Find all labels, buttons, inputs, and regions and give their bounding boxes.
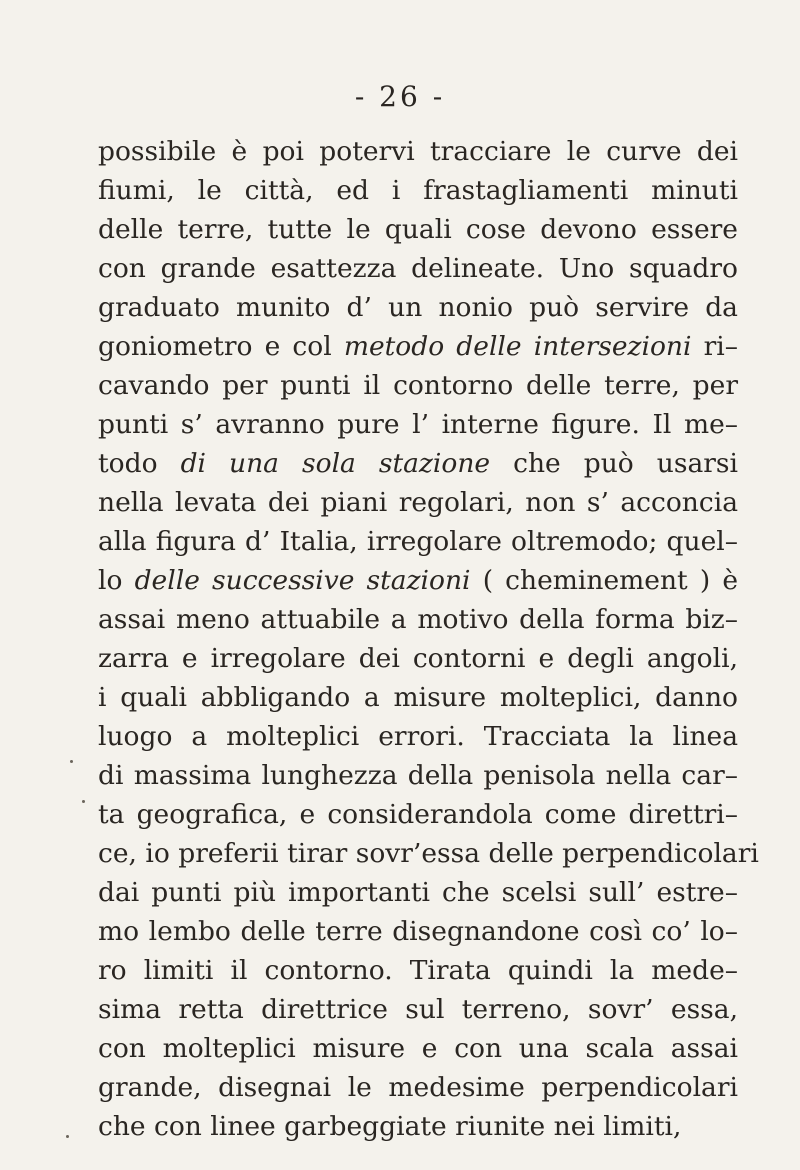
text-line	[98, 600, 738, 639]
text-line	[98, 990, 738, 1029]
text-run: con molteplici misure e con una scala assai	[98, 1033, 738, 1064]
text-run: assai meno attuabile a motivo della forma biz–	[98, 604, 738, 635]
text-line	[98, 288, 738, 327]
text-run: ( cheminement ) è	[470, 565, 738, 596]
text-line	[98, 873, 738, 912]
text-run: cavando per punti il contorno delle terre, per	[98, 370, 738, 401]
text-run: lo	[98, 565, 135, 596]
text-run: nella levata dei piani regolari, non s’ acconcia	[98, 487, 738, 518]
margin-dot	[70, 760, 73, 763]
italic-phrase: delle successive stazioni	[134, 565, 471, 596]
text-line	[98, 366, 738, 405]
margin-dot	[66, 1135, 69, 1138]
text-run: ta geografica, e considerandola come direttri–	[98, 799, 738, 830]
text-run: dai punti più importanti che scelsi sull’ estre–	[98, 877, 738, 908]
text-run: graduato munito d’ un nonio può servire da	[98, 292, 738, 323]
text-line	[98, 327, 738, 366]
text-line	[98, 1029, 738, 1068]
text-line	[98, 249, 738, 288]
text-run: che può usarsi	[490, 448, 738, 479]
text-line	[98, 405, 738, 444]
text-line	[98, 1068, 738, 1107]
text-run: con grande esattezza delineate. Uno squadro	[98, 253, 738, 284]
page-number: - 26 -	[354, 80, 446, 113]
text-run: i quali abbligando a misure molteplici, danno	[98, 682, 738, 713]
text-run: sima retta direttrice sul terreno, sovr’ essa,	[98, 994, 738, 1025]
text-line	[98, 483, 738, 522]
text-run: delle terre, tutte le quali cose devono essere	[98, 214, 738, 245]
body-text	[98, 132, 759, 1146]
text-line	[98, 951, 738, 990]
text-run: todo	[98, 448, 181, 479]
text-line	[98, 444, 738, 483]
text-run: possibile è poi potervi tracciare le curve dei	[98, 136, 738, 167]
text-run: goniometro e col	[98, 331, 344, 362]
text-line	[98, 912, 738, 951]
text-line	[98, 678, 738, 717]
text-line	[98, 522, 738, 561]
text-run: ce, io preferii tirar sovr’essa delle perpendicolari	[98, 838, 759, 869]
text-line	[98, 795, 738, 834]
text-run: grande, disegnai le medesime perpendicolari	[98, 1072, 738, 1103]
text-line	[98, 210, 738, 249]
text-line	[98, 834, 759, 873]
text-line	[98, 171, 738, 210]
text-run: ri–	[691, 331, 738, 362]
text-line	[98, 717, 738, 756]
text-line	[98, 132, 738, 171]
text-run: zarra e irregolare dei contorni e degli angoli,	[98, 643, 738, 674]
text-run: punti s’ avranno pure l’ interne figure. Il me–	[98, 409, 738, 440]
italic-phrase: metodo delle intersezioni	[343, 331, 692, 362]
text-line	[98, 561, 738, 600]
text-run: fiumi, le città, ed i frastagliamenti minuti	[98, 175, 738, 206]
text-line	[98, 756, 738, 795]
text-run: ro limiti il contorno. Tirata quindi la mede–	[98, 955, 738, 986]
text-line	[98, 639, 738, 678]
text-run: luogo a molteplici errori. Tracciata la linea	[98, 721, 738, 752]
text-run: che con linee garbeggiate riunite nei limiti,	[98, 1111, 682, 1142]
text-run: di massima lunghezza della penisola nella car–	[98, 760, 738, 791]
margin-dot	[82, 800, 85, 803]
text-run: mo lembo delle terre disegnandone così co’ lo–	[98, 916, 738, 947]
italic-phrase: di una sola stazione	[180, 448, 491, 479]
text-run: alla figura d’ Italia, irregolare oltremodo; quel–	[98, 526, 738, 557]
text-line	[98, 1107, 738, 1146]
